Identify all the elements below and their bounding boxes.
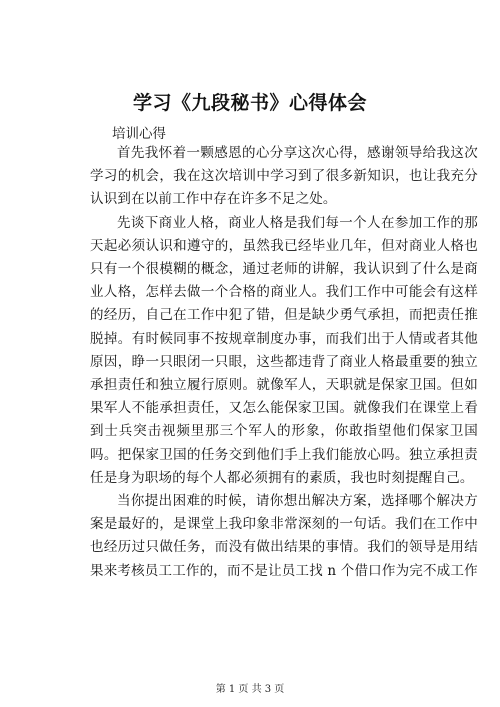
- document-body: [90, 142, 478, 583]
- document-title: 学习《九段秘书》心得体会: [132, 92, 367, 114]
- page-footer: 第 1 页 共 3 页: [215, 684, 285, 695]
- paragraph-solutions: 当你提出困难的时候，请你想出解决方案，选择哪个解决方案是最好的，是课堂上我印象非常深刻的一句话。我们在工作中也经历过只做任务，而没有做出结果的事情。我们的领导是用结果来考核员工工作的，而不是让员工找 n 个借口作为完不成工作: [90, 493, 478, 579]
- document-subtitle: 培训心得: [112, 126, 166, 142]
- paragraph-gratitude: 首先我怀着一颗感恩的心分享这次心得，感谢领导给我这次学习的机会，我在这次培训中学习到了很多新知识，也让我充分认识到在以前工作中存在许多不足之处。: [90, 145, 478, 208]
- paragraph-business-personality: 先谈下商业人格，商业人格是我们每一个人在参加工作的那天起必须认识和遵守的，虽然我已经毕业几年，但对商业人格也只有一个很模糊的概念，通过老师的讲解，我认识到了什么是商业人格，怎样去做一个合格的商业人。我们工作中可能会有这样的经历，自己在工作中犯了错，但是缺少勇气承担，而把责任推脱掉。有时候同事不按规章制度办事，而我们出于人情或者其他原因，睁一只眼闭一只眼，这些都违背了商业人格最重要的独立承担责任和独立履行原则。就像军人，天职就是保家卫国。但如果军人不能承担责任，又怎么能保家卫国。就像我们在课堂上看到士兵突击视频里那三个军人的形象，你敢指望他们保家卫国吗。把保家卫国的任务交到他们手上我们能放心吗。独立承担责任是身为职场的每个人都必须拥有的素质，我也时刻提醒自己。: [90, 214, 478, 486]
